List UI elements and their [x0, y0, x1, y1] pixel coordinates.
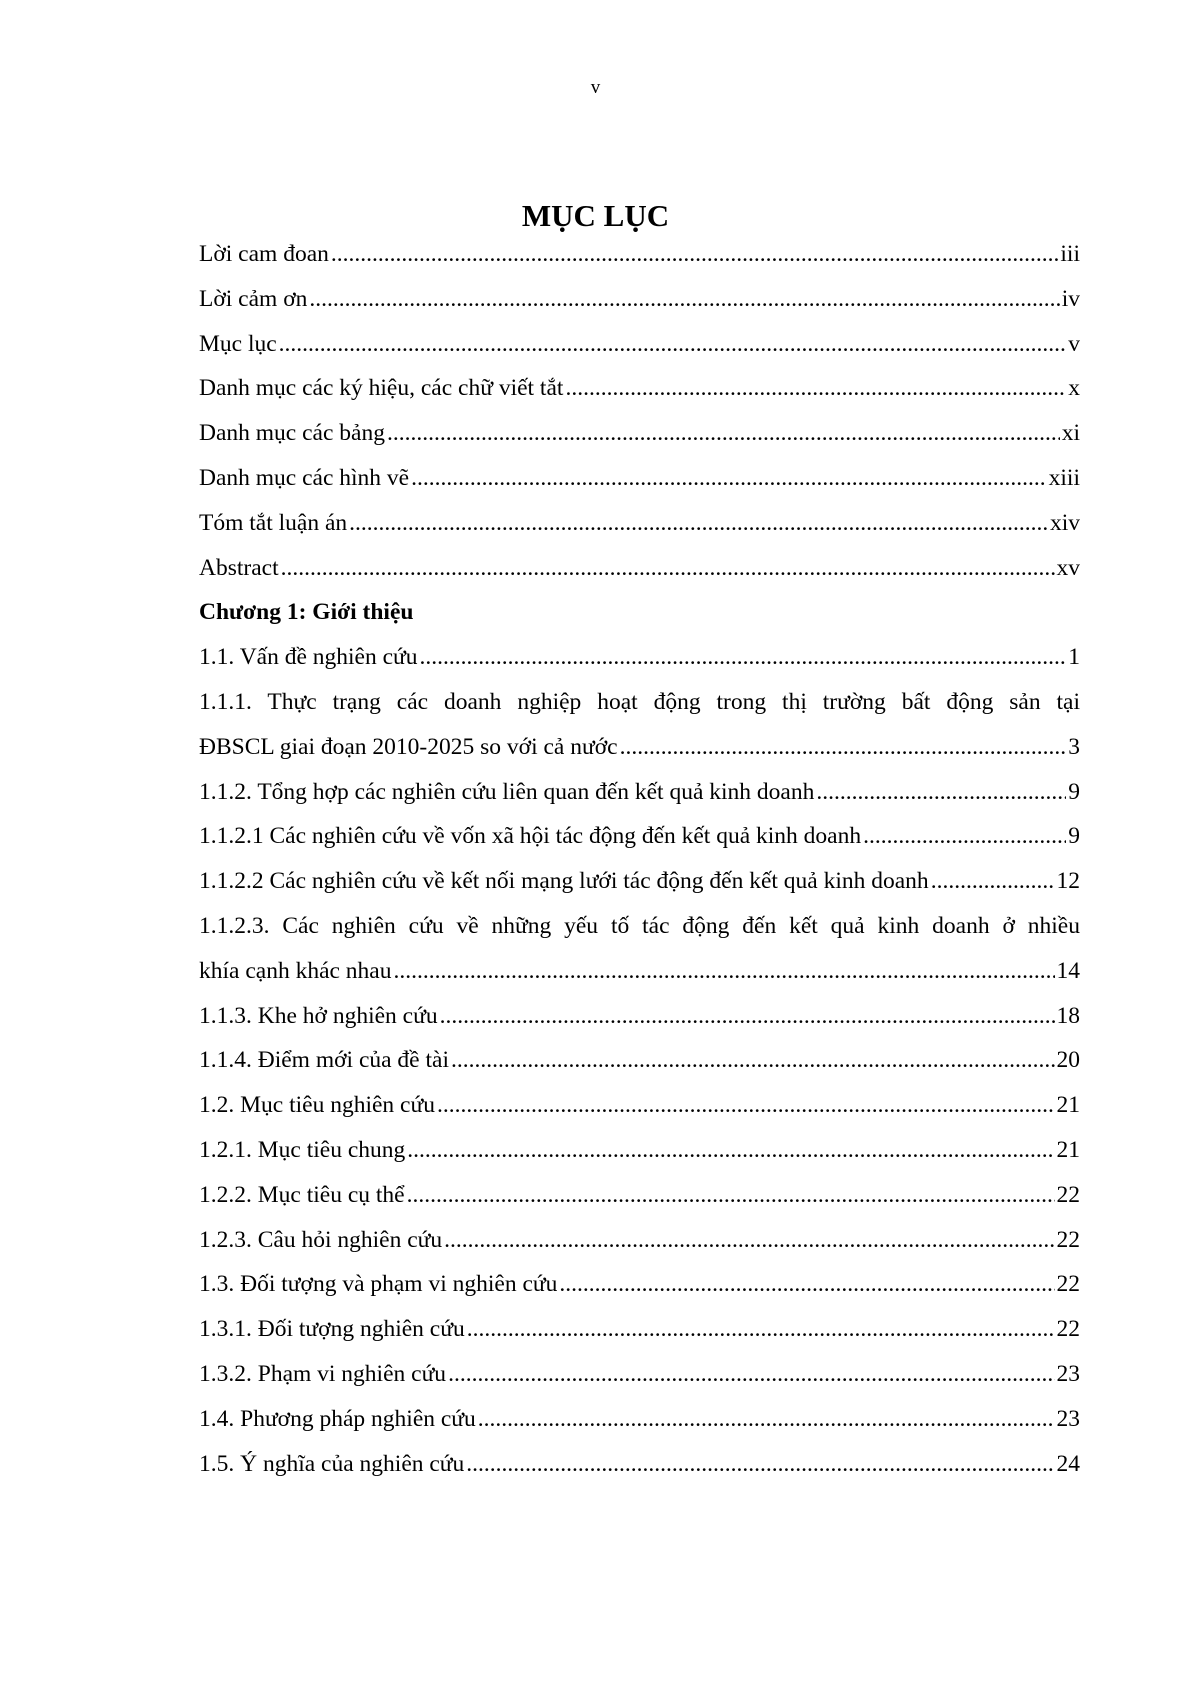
toc-leader-dots — [816, 770, 1066, 815]
toc-entry-label: Abstract — [199, 554, 279, 581]
toc-entry[interactable] — [199, 411, 1080, 456]
toc-entry-page: 12 — [1056, 868, 1080, 895]
toc-entry-page: iv — [1061, 285, 1080, 312]
toc-entry-page: 14 — [1056, 957, 1080, 984]
toc-entry-page: x — [1068, 375, 1080, 402]
toc-entry-page: 9 — [1068, 823, 1080, 850]
toc-entry-page: 23 — [1056, 1360, 1080, 1387]
toc-leader-dots — [437, 1083, 1055, 1128]
toc-entry-page: 18 — [1056, 1002, 1080, 1029]
toc-entry-label: 1.2. Mục tiêu nghiên cứu — [199, 1092, 435, 1119]
toc-leader-dots — [444, 1218, 1054, 1263]
toc-entry-label: Lời cảm ơn — [199, 285, 308, 312]
toc-entry[interactable] — [199, 1173, 1080, 1218]
toc-entry-page: iii — [1060, 241, 1080, 267]
toc-entry[interactable] — [199, 501, 1080, 546]
toc-entry-label: 1.1.2. Tổng hợp các nghiên cứu liên quan đến kết quả kinh doanh — [199, 778, 815, 805]
toc-entry-page: 20 — [1056, 1047, 1080, 1074]
toc-leader-dots — [559, 1262, 1054, 1307]
toc-entry-page: 22 — [1056, 1226, 1080, 1253]
toc-entry-label: Mục lục — [199, 330, 277, 357]
toc-leader-dots — [420, 635, 1067, 680]
toc-leader-dots — [407, 1128, 1054, 1173]
toc-entry-label: 1.5. Ý nghĩa của nghiên cứu — [199, 1450, 465, 1477]
toc-entry[interactable] — [199, 949, 1080, 994]
toc-entry-label: 1.1.2.2 Các nghiên cứu về kết nối mạng lưới tác động đến kết quả kinh doanh — [199, 868, 929, 895]
toc-leader-dots — [440, 994, 1055, 1039]
toc-entry-label: 1.2.2. Mục tiêu cụ thể — [199, 1181, 405, 1208]
toc-entry[interactable] — [199, 546, 1080, 591]
toc-entry[interactable] — [199, 994, 1080, 1039]
toc-entry-wrapped-line[interactable] — [199, 904, 1080, 949]
toc-entry-label: 1.2.1. Mục tiêu chung — [199, 1136, 406, 1163]
toc-entry-label: 1.3. Đối tượng và phạm vi nghiên cứu — [199, 1271, 558, 1298]
page-title: MỤC LỤC — [521, 198, 670, 233]
toc-entry[interactable] — [199, 1307, 1080, 1352]
toc-entry-page: xi — [1061, 420, 1080, 447]
toc-entry-label: 1.1.3. Khe hở nghiên cứu — [199, 1002, 438, 1029]
toc-leader-dots — [407, 1173, 1055, 1218]
page-number: v — [590, 77, 601, 98]
toc-entry[interactable] — [199, 366, 1080, 411]
toc-entry-page: xiii — [1048, 464, 1080, 491]
toc-entry[interactable] — [199, 1083, 1080, 1128]
toc-leader-dots — [349, 501, 1048, 546]
toc-entry-page: 9 — [1068, 778, 1080, 805]
toc-entry-label: Lời cam đoan — [199, 241, 329, 267]
toc-entry-label: 1.1.4. Điểm mới của đề tài — [199, 1047, 449, 1074]
toc-leader-dots — [387, 411, 1060, 456]
toc-entry[interactable] — [199, 277, 1080, 322]
toc-entry[interactable] — [199, 1038, 1080, 1083]
toc-leader-dots — [466, 1442, 1054, 1487]
toc-entry[interactable] — [199, 1128, 1080, 1173]
toc-chapter-heading[interactable] — [199, 590, 1080, 635]
toc-entry-wrapped-line[interactable] — [199, 680, 1080, 725]
toc-entry-page: 22 — [1056, 1271, 1080, 1298]
toc-entry-page: xv — [1056, 554, 1080, 581]
toc-entry-label: 1.4. Phương pháp nghiên cứu — [199, 1405, 476, 1432]
toc-leader-dots — [281, 546, 1055, 591]
toc-entry-page: 23 — [1056, 1405, 1080, 1432]
toc-entry[interactable] — [199, 1218, 1080, 1263]
toc-leader-dots — [565, 366, 1066, 411]
toc-entry-page: 3 — [1068, 733, 1080, 760]
toc-entry-label: 1.3.1. Đối tượng nghiên cứu — [199, 1316, 465, 1343]
toc-entry-label: 1.1. Vấn đề nghiên cứu — [199, 644, 418, 671]
toc-leader-dots — [331, 232, 1059, 277]
toc-entry[interactable] — [199, 1352, 1080, 1397]
toc-entry-page: 21 — [1056, 1092, 1080, 1119]
toc-leader-dots — [411, 456, 1047, 501]
toc-entry[interactable] — [199, 859, 1080, 904]
toc-leader-dots — [279, 322, 1067, 367]
toc-leader-dots — [451, 1038, 1055, 1083]
toc-entry-page: v — [1068, 330, 1080, 357]
toc-entry[interactable] — [199, 1262, 1080, 1307]
toc-entry-page: 21 — [1056, 1136, 1080, 1163]
toc-entry-label: 1.2.3. Câu hỏi nghiên cứu — [199, 1226, 443, 1253]
toc-leader-dots — [309, 277, 1059, 322]
toc-entry[interactable] — [199, 770, 1080, 815]
toc-leader-dots — [931, 859, 1055, 904]
toc-leader-dots — [448, 1352, 1054, 1397]
toc-entry[interactable] — [199, 1397, 1080, 1442]
toc-leader-dots — [620, 725, 1067, 770]
toc-entry-label: Danh mục các hình vẽ — [199, 464, 410, 491]
toc-entry-label: Tóm tắt luận án — [199, 509, 348, 536]
toc-entry-page: 22 — [1056, 1316, 1080, 1343]
toc-entry-label: 1.1.2.3. Các nghiên cứu về những yếu tố tác động đến kết quả kinh doanh ở nhiều — [199, 912, 1080, 939]
toc-entry-page: 1 — [1068, 644, 1080, 671]
toc-entry-label: 1.1.1. Thực trạng các doanh nghiệp hoạt động trong thị trường bất động sản tại — [199, 688, 1080, 715]
toc-entry-label: Danh mục các ký hiệu, các chữ viết tắt — [199, 375, 564, 402]
toc-entry-label: 1.1.2.1 Các nghiên cứu về vốn xã hội tác động đến kết quả kinh doanh — [199, 823, 862, 850]
toc-entry-label: khía cạnh khác nhau — [199, 957, 392, 984]
toc-entry-label: ĐBSCL giai đoạn 2010-2025 so với cả nước — [199, 733, 618, 760]
toc-entry[interactable] — [199, 814, 1080, 859]
toc-leader-dots — [467, 1307, 1055, 1352]
toc-entry[interactable] — [199, 635, 1080, 680]
toc-entry-label: 1.3.2. Phạm vi nghiên cứu — [199, 1360, 447, 1387]
toc-leader-dots — [478, 1397, 1055, 1442]
toc-entry[interactable] — [199, 456, 1080, 501]
toc-entry[interactable] — [199, 232, 1080, 277]
toc-entry-page: xiv — [1049, 509, 1080, 536]
toc-leader-dots — [863, 814, 1066, 859]
toc-entry[interactable] — [199, 1442, 1080, 1487]
toc-entry-page: 22 — [1056, 1181, 1080, 1208]
table-of-contents — [199, 232, 1080, 1486]
toc-entry-label: Danh mục các bảng — [199, 420, 385, 447]
toc-leader-dots — [394, 949, 1055, 994]
toc-entry-page: 24 — [1056, 1450, 1080, 1477]
toc-chapter-label: Chương 1: Giới thiệu — [199, 599, 414, 626]
toc-entry[interactable] — [199, 322, 1080, 367]
toc-entry[interactable] — [199, 725, 1080, 770]
